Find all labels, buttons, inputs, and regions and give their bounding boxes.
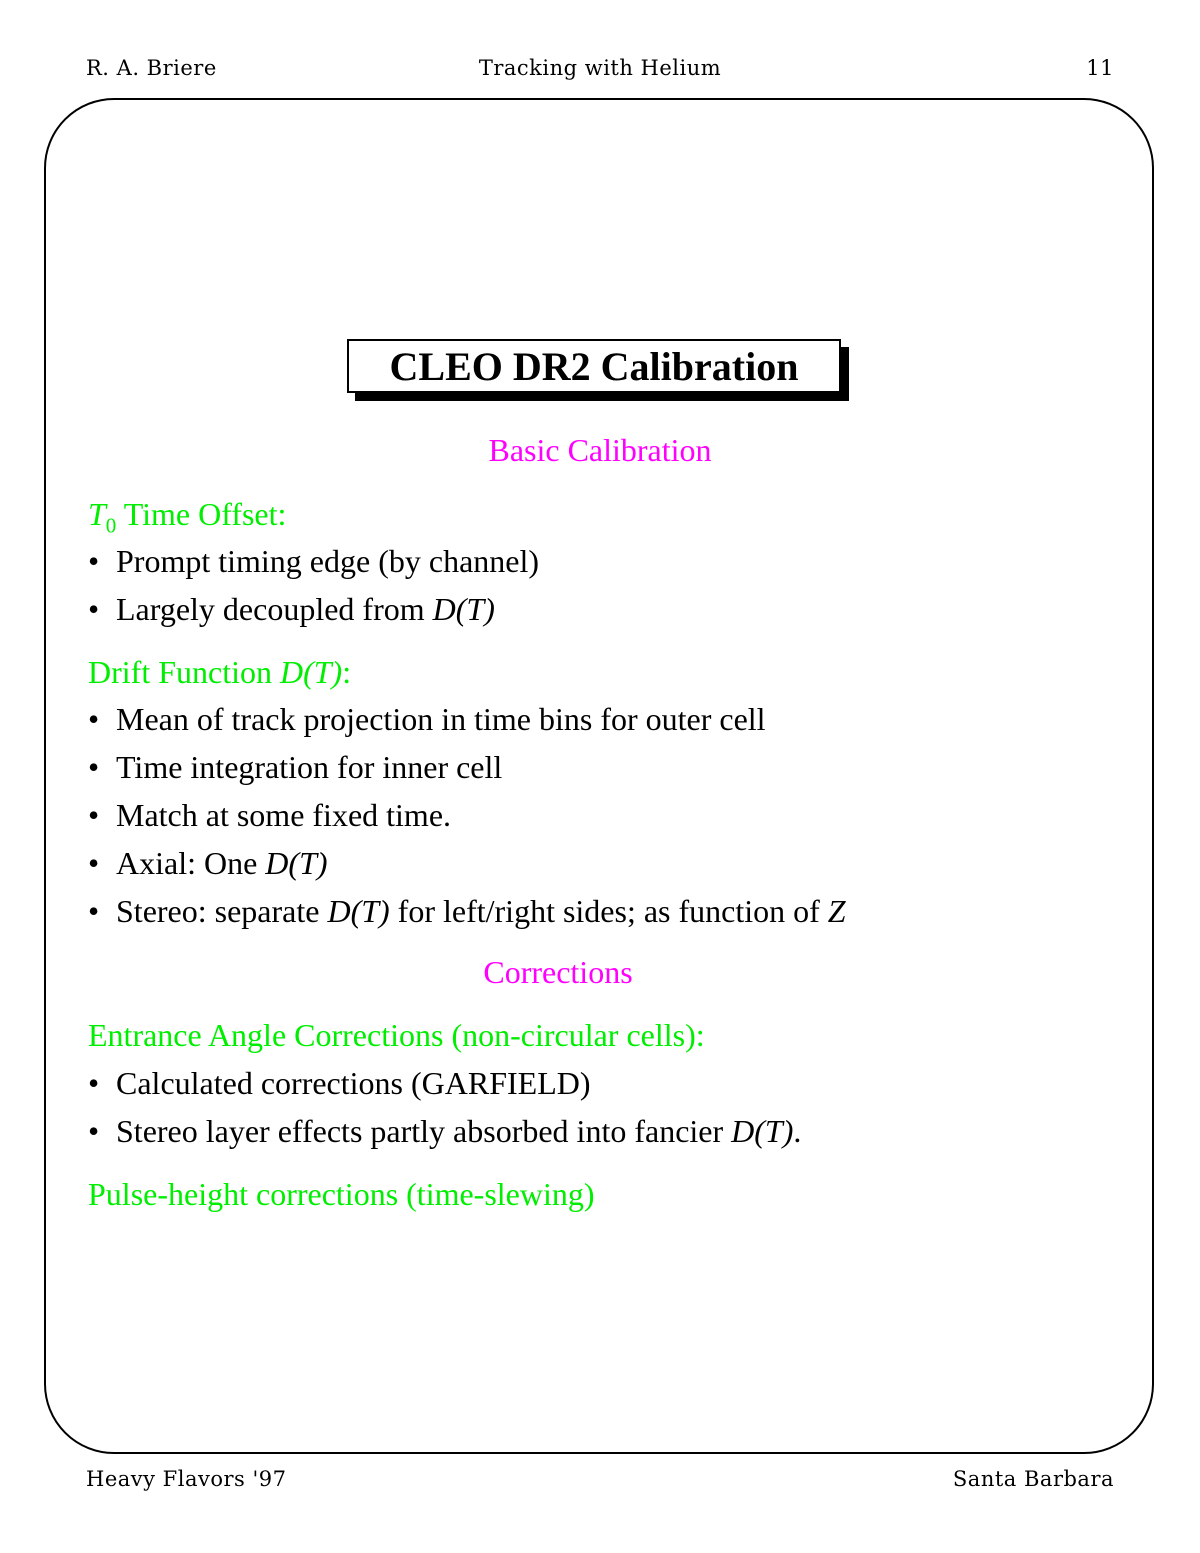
- footer-conference: Heavy Flavors '97: [86, 1467, 287, 1491]
- header-title: Tracking with Helium: [478, 56, 722, 80]
- list-item: • Mean of track projection in time bins for outer cell: [88, 701, 766, 737]
- list-item: • Calculated corrections (GARFIELD): [88, 1065, 591, 1101]
- section-basic-calibration: Basic Calibration: [488, 432, 712, 468]
- list-item: • Prompt timing edge (by channel): [88, 543, 540, 579]
- list-item: • Axial: One D(T): [88, 845, 328, 881]
- drift-heading: Drift Function D(T):: [88, 654, 352, 690]
- footer-location: Santa Barbara: [952, 1467, 1114, 1491]
- list-item: • Largely decoupled from D(T): [88, 591, 495, 627]
- pulse-heading: Pulse-height corrections (time-slewing): [88, 1176, 595, 1212]
- list-item: • Match at some fixed time.: [88, 797, 452, 833]
- t0-heading: [88, 496, 286, 538]
- t0-heading-text: Time Offset:: [116, 496, 287, 532]
- list-item: • Stereo layer effects partly absorbed into fancier D(T).: [88, 1113, 802, 1149]
- slide-title: CLEO DR2 Calibration: [347, 339, 841, 393]
- t0-symbol: T: [88, 496, 106, 532]
- t0-subscript: 0: [105, 513, 117, 538]
- header-page-number: 11: [1086, 56, 1114, 80]
- entrance-heading: Entrance Angle Corrections (non-circular cells):: [88, 1017, 705, 1053]
- slide-title-box: [347, 339, 841, 393]
- header-author: R. A. Briere: [86, 56, 217, 80]
- list-item: • Stereo: separate D(T) for left/right sides; as function of Z: [88, 893, 846, 929]
- section-corrections: Corrections: [483, 954, 633, 990]
- list-item: • Time integration for inner cell: [88, 749, 503, 785]
